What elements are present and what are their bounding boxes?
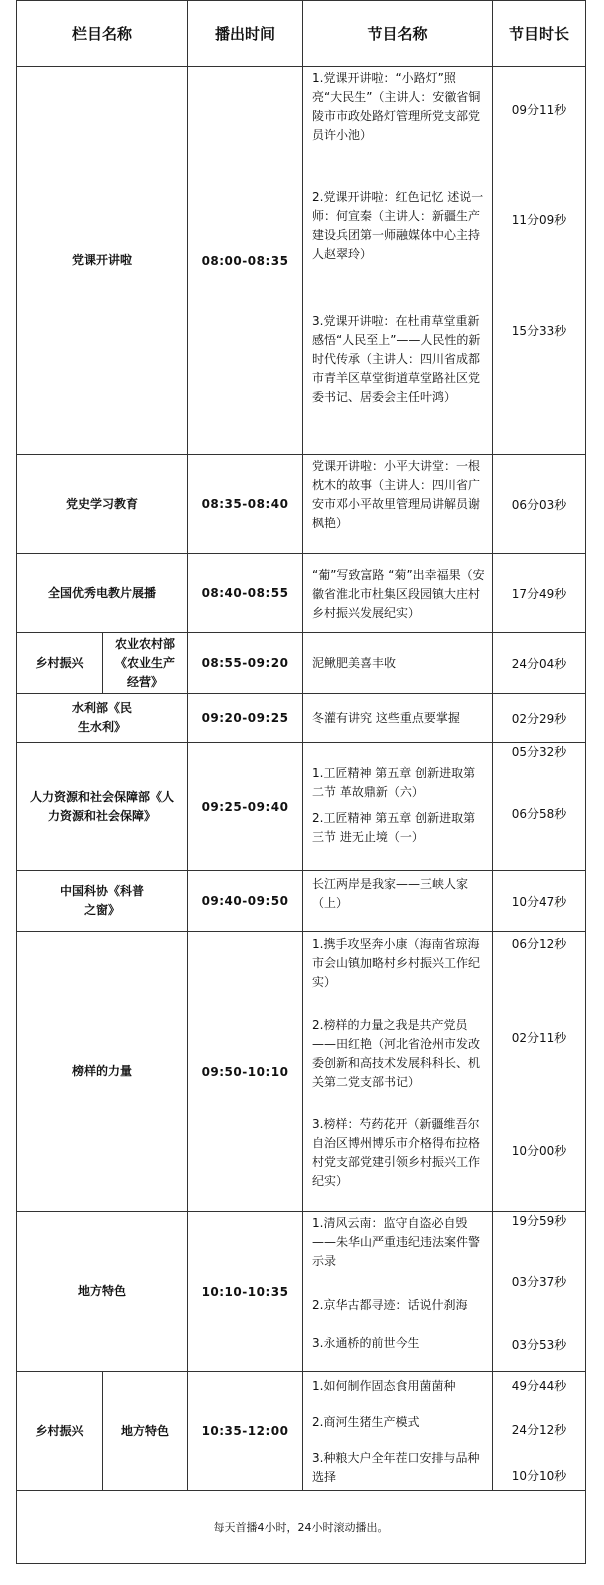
duration-value: 06分12秒	[511, 937, 567, 951]
row-air-time: 08:00-08:35	[187, 66, 303, 455]
program-item: 党课开讲啦：小平大讲堂：一根枕木的故事（主讲人：四川省广安市邓小平故里管理局讲解员谢枫艳）	[312, 459, 481, 530]
program-item: 2.榜样的力量之我是共产党员——田红艳（河北省沧州市发改委创新和高技术发展科科长、机关第二党支部书记）	[312, 1018, 481, 1089]
program-item: 1.工匠精神 第五章 创新进取第二节 革故鼎新（六）	[312, 766, 476, 799]
duration-value: 15分33秒	[511, 324, 567, 338]
row-durations	[492, 742, 586, 871]
duration-value: 24分12秒	[511, 1423, 567, 1437]
row-durations	[492, 1371, 586, 1491]
row-durations	[492, 931, 586, 1212]
row-air-time: 09:25-09:40	[187, 742, 303, 871]
row-air-time: 09:50-10:10	[187, 931, 303, 1212]
duration-value: 06分58秒	[511, 807, 567, 821]
header-duration: 节目时长	[492, 0, 586, 67]
program-item: 2.党课开讲啦：红色记忆 述说一师：何宣秦（主讲人：新疆生产建设兵团第一师融媒体中心主持人赵翠玲）	[312, 190, 484, 261]
duration-value: 09分11秒	[511, 103, 567, 117]
program-item: 长江两岸是我家——三峡人家（上）	[312, 877, 469, 910]
row-programs	[302, 553, 493, 633]
duration-value: 10分00秒	[511, 1144, 567, 1158]
header-program-name: 节目名称	[302, 0, 493, 67]
row-air-time: 08:55-09:20	[187, 632, 303, 694]
row-column-name: 乡村振兴	[16, 632, 103, 694]
row-air-time: 10:10-10:35	[187, 1211, 303, 1372]
duration-value: 24分04秒	[492, 632, 586, 694]
row-column-name: 中国科协《科普之窗》	[16, 870, 188, 932]
row-programs	[302, 742, 493, 871]
row-air-time: 09:20-09:25	[187, 693, 303, 743]
row-column-name: 党课开讲啦	[16, 66, 188, 455]
program-item: 冬灌有讲究 这些重点要掌握	[312, 710, 460, 725]
row-air-time: 09:40-09:50	[187, 870, 303, 932]
program-item: 1.携手攻坚奔小康（海南省琼海市会山镇加略村乡村振兴工作纪实）	[312, 937, 481, 989]
program-item: 2.京华古都寻迹：话说什刹海	[312, 1298, 468, 1312]
row-durations	[492, 1211, 586, 1372]
duration-value: 03分37秒	[511, 1275, 567, 1289]
program-item: 1.如何制作固态食用菌菌种	[312, 1379, 456, 1393]
program-item: 3.种粮大户全年茬口安排与品种选择	[312, 1451, 480, 1484]
row-programs	[302, 693, 493, 743]
program-item: 泥鳅肥美喜丰收	[312, 655, 397, 670]
row-air-time: 08:35-08:40	[187, 454, 303, 554]
program-item: 3.永通桥的前世今生	[312, 1336, 420, 1350]
duration-value: 10分10秒	[511, 1469, 567, 1483]
program-item: 2.工匠精神 第五章 创新进取第三节 进无止境（一）	[312, 811, 476, 844]
header-air-time: 播出时间	[187, 0, 303, 67]
row-column-name: 党史学习教育	[16, 454, 188, 554]
duration-value: 17分49秒	[492, 553, 586, 633]
duration-value: 11分09秒	[511, 213, 567, 227]
row-column-name: 全国优秀电教片展播	[16, 553, 188, 633]
row-programs	[302, 1371, 493, 1491]
row-subcolumn-name: 地方特色	[102, 1371, 188, 1491]
row-programs	[302, 870, 493, 932]
duration-value: 06分03秒	[492, 454, 586, 554]
duration-value: 02分11秒	[511, 1031, 567, 1045]
row-column-name: 水利部《民生水利》	[16, 693, 188, 743]
table-footer-note: 每天首播4小时，24小时滚动播出。	[16, 1490, 586, 1564]
row-column-name: 地方特色	[16, 1211, 188, 1372]
duration-value: 02分29秒	[492, 693, 586, 743]
program-item: 3.榜样：芍药花开（新疆维吾尔自治区博州博乐市介格得布拉格村党支部党建引领乡村振兴工作纪实）	[312, 1117, 481, 1188]
program-item: 1.党课开讲啦：“小路灯”照亮“大民生”（主讲人：安徽省铜陵市市政处路灯管理所党支部党员许小池）	[312, 71, 481, 142]
row-programs	[302, 632, 493, 694]
row-subcolumn-name: 农业农村部《农业生产经营》	[102, 632, 188, 694]
duration-value: 05分32秒	[511, 745, 567, 759]
row-programs	[302, 454, 493, 554]
row-column-name: 乡村振兴	[16, 1371, 103, 1491]
row-durations	[492, 66, 586, 455]
program-item: “葡”写致富路 “菊”出幸福果（安徽省淮北市杜集区段园镇大庄村乡村振兴发展纪实）	[312, 568, 485, 620]
row-programs	[302, 931, 493, 1212]
program-item: 1.清风云南：监守自盗必自毁——朱华山严重违纪违法案件警示录	[312, 1216, 481, 1268]
row-programs	[302, 1211, 493, 1372]
row-air-time: 08:40-08:55	[187, 553, 303, 633]
duration-value: 49分44秒	[511, 1379, 567, 1393]
header-column-name: 栏目名称	[16, 0, 188, 67]
row-air-time: 10:35-12:00	[187, 1371, 303, 1491]
duration-value: 19分59秒	[511, 1214, 567, 1228]
row-programs	[302, 66, 493, 455]
program-item: 2.商河生猪生产模式	[312, 1415, 420, 1429]
duration-value: 10分47秒	[492, 870, 586, 932]
row-column-name: 人力资源和社会保障部《人力资源和社会保障》	[16, 742, 188, 871]
duration-value: 03分53秒	[511, 1338, 567, 1352]
program-item: 3.党课开讲啦：在杜甫草堂重新感悟“人民至上”——人民性的新时代传承（主讲人：四川省成都市青羊区草堂街道草堂路社区党委书记、居委会主任叶鸿）	[312, 314, 481, 404]
row-column-name: 榜样的力量	[16, 931, 188, 1212]
